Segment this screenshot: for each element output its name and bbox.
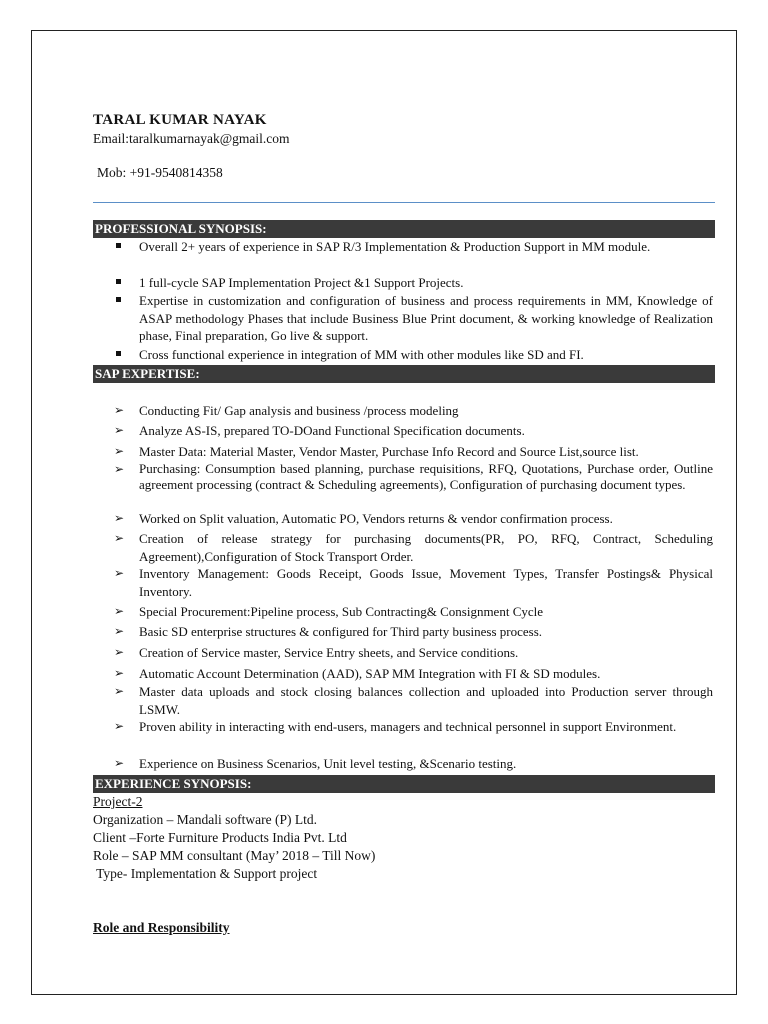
arrow-bullet-icon: ➢	[114, 531, 125, 545]
arrow-bullet-icon: ➢	[114, 719, 125, 733]
section-header-experience-synopsis: EXPERIENCE SYNOPSIS:	[93, 775, 715, 793]
expertise-item: Automatic Account Determination (AAD), SAP MM Integration with FI & SD modules.	[139, 666, 601, 681]
expertise-item: Analyze AS-IS, prepared TO-DOand Functional Specification documents.	[139, 423, 525, 438]
role-line: Role – SAP MM consultant (May’ 2018 – Till Now)	[93, 848, 376, 863]
arrow-bullet-icon: ➢	[114, 604, 125, 618]
synopsis-item: Expertise in customization and configuration of business and process requirements in MM, Knowledge of ASAP methodology Phases that include Business Blue Print document, & working knowledge of Realization phase, Final preparation, Go live & support.	[139, 293, 713, 343]
expertise-item: Proven ability in interacting with end-users, managers and technical personnel in support Environment.	[139, 719, 677, 734]
mobile-line: Mob: +91-9540814358	[97, 165, 223, 180]
expertise-item: Creation of Service master, Service Entry sheets, and Service conditions.	[139, 645, 519, 660]
header-divider	[93, 202, 715, 203]
type-line: Type- Implementation & Support project	[93, 866, 318, 881]
synopsis-item: Overall 2+ years of experience in SAP R/3 Implementation & Production Support in MM module.	[139, 239, 651, 254]
expertise-item: Master Data: Material Master, Vendor Master, Purchase Info Record and Source List,source list.	[139, 444, 639, 459]
synopsis-item: Cross functional experience in integration of MM with other modules like SD and FI.	[139, 347, 584, 362]
expertise-item: Basic SD enterprise structures & configured for Third party business process.	[139, 624, 543, 639]
arrow-bullet-icon: ➢	[114, 645, 125, 659]
expertise-item: Master data uploads and stock closing balances collection and uploaded into Production server through LSMW.	[139, 684, 713, 717]
arrow-bullet-icon: ➢	[114, 756, 125, 770]
arrow-bullet-icon: ➢	[114, 684, 125, 698]
project-label: Project-2	[93, 794, 143, 809]
bullet-icon	[116, 279, 121, 284]
arrow-bullet-icon: ➢	[114, 666, 125, 680]
section-header-professional-synopsis: PROFESSIONAL SYNOPSIS:	[93, 220, 715, 238]
bullet-icon	[116, 351, 121, 356]
arrow-bullet-icon: ➢	[114, 511, 125, 525]
expertise-item: Worked on Split valuation, Automatic PO, Vendors returns & vendor confirmation process.	[139, 511, 613, 526]
arrow-bullet-icon: ➢	[114, 462, 125, 476]
arrow-bullet-icon: ➢	[114, 423, 125, 437]
bullet-icon	[116, 297, 121, 302]
expertise-item: Conducting Fit/ Gap analysis and business /process modeling	[139, 403, 459, 418]
arrow-bullet-icon: ➢	[114, 624, 125, 638]
candidate-name: TARAL KUMAR NAYAK	[93, 112, 267, 128]
expertise-item: Creation of release strategy for purchasing documents(PR, PO, RFQ, Contract, Scheduling Agreement),Configuration of Stock Transport Order.	[139, 531, 713, 564]
email-line: Email:taralkumarnayak@gmail.com	[93, 131, 290, 146]
expertise-item: Special Procurement:Pipeline process, Sub Contracting& Consignment Cycle	[139, 604, 544, 619]
expertise-item: Inventory Management: Goods Receipt, Goods Issue, Movement Types, Transfer Postings& Physical Inventory.	[139, 566, 713, 599]
role-responsibility-heading: Role and Responsibility	[93, 920, 230, 935]
section-header-sap-expertise: SAP EXPERTISE:	[93, 365, 715, 383]
expertise-item: Purchasing: Consumption based planning, purchase requisitions, RFQ, Quotations, Purchase order, Outline agreement processing (contract & Scheduling agreements), Configuration of purchasing document types.	[139, 461, 713, 492]
arrow-bullet-icon: ➢	[114, 403, 125, 417]
expertise-item: Experience on Business Scenarios, Unit level testing, &Scenario testing.	[139, 756, 517, 771]
arrow-bullet-icon: ➢	[114, 444, 125, 458]
synopsis-item: 1 full-cycle SAP Implementation Project &1 Support Projects.	[139, 275, 464, 290]
client-line: Client –Forte Furniture Products India Pvt. Ltd	[93, 830, 347, 845]
arrow-bullet-icon: ➢	[114, 566, 125, 580]
bullet-icon	[116, 243, 121, 248]
organization-line: Organization – Mandali software (P) Ltd.	[93, 812, 317, 827]
